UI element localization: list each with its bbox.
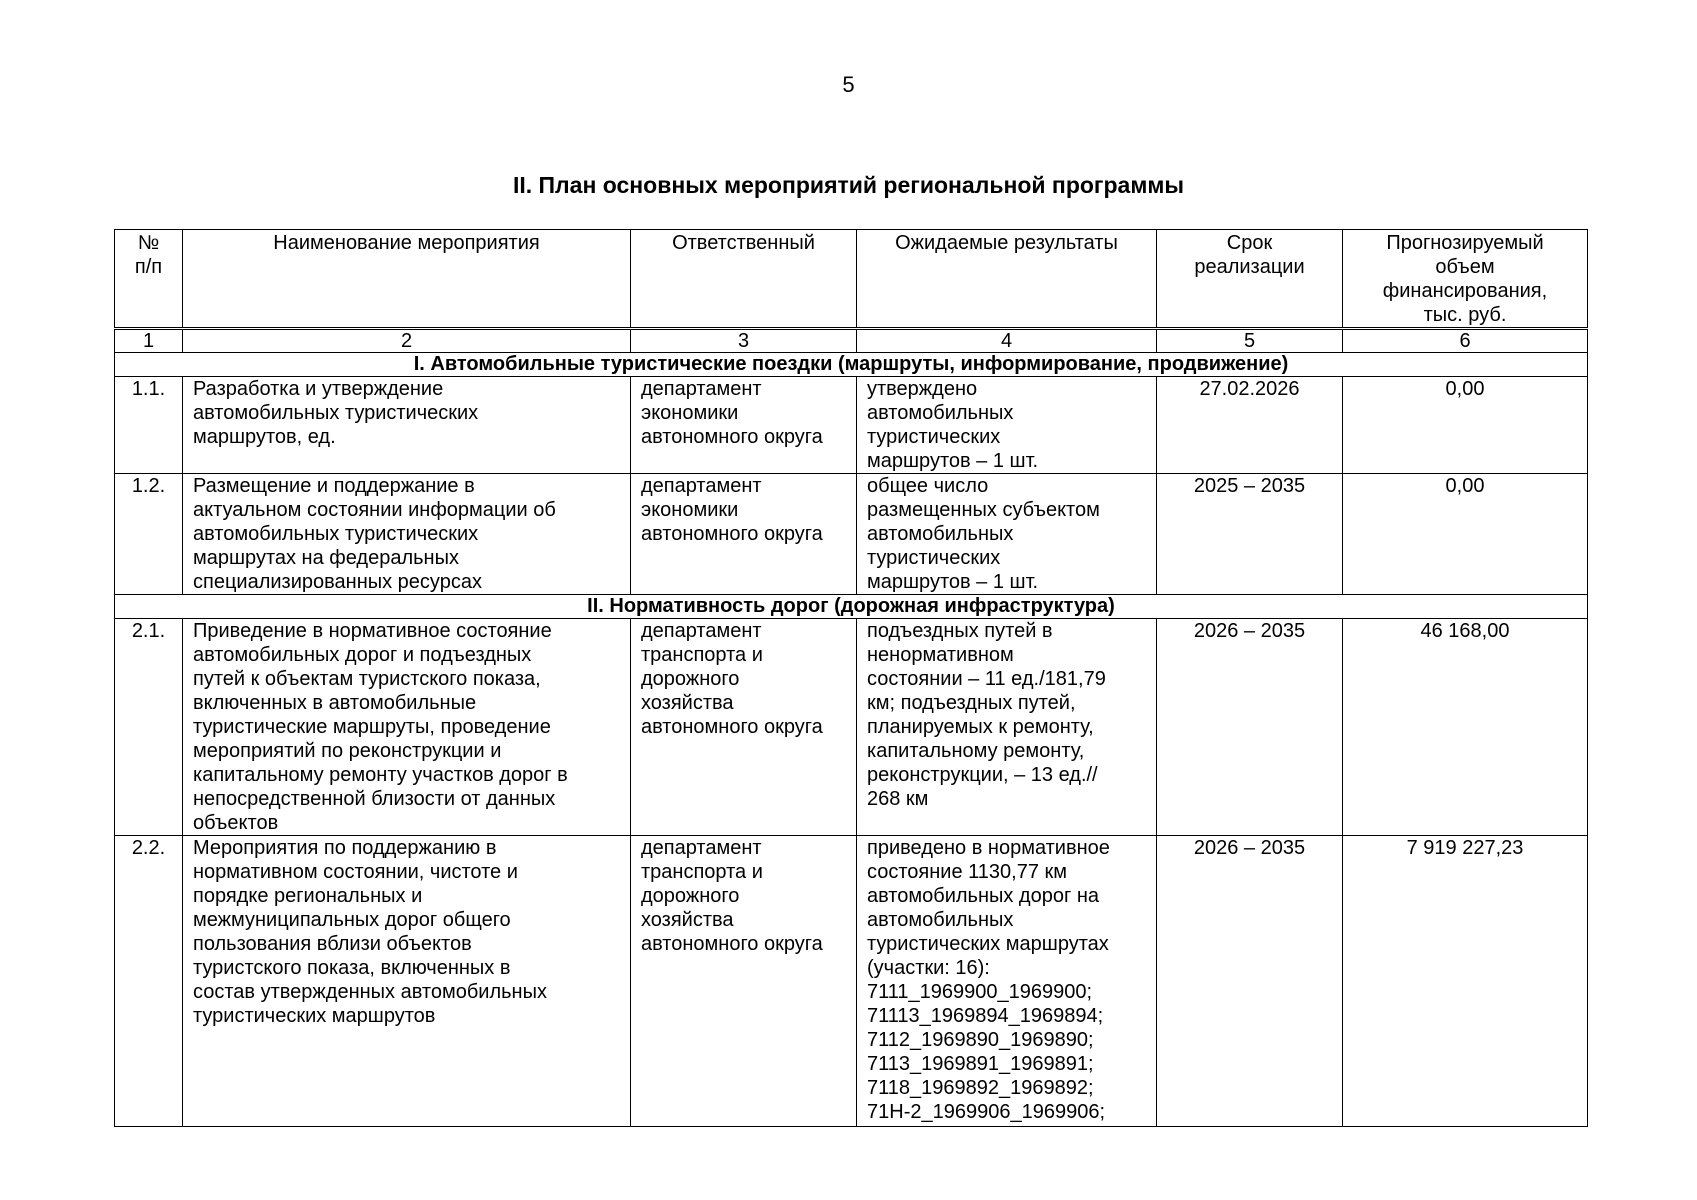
- column-number: 5: [1157, 329, 1343, 353]
- implementation-term: 2026 – 2035: [1157, 836, 1343, 1127]
- header-cell-name: Наименование мероприятия: [183, 230, 631, 329]
- responsible-body: департамент транспорта и дорожного хозяйства автономного округа: [631, 619, 857, 836]
- implementation-term: 2025 – 2035: [1157, 474, 1343, 595]
- expected-results: приведено в нормативное состояние 1130,77 км автомобильных дорог на автомобильных туристических маршрутах (участки: 16): 7111_1969900_1969900; 71113_1969894_1969894; 7112_1969890_1969890; 7113_1969891_1969891; 7118_1969892_1969892; 71Н-2_1969906_1969906;: [857, 836, 1157, 1127]
- financing-amount: 0,00: [1343, 377, 1588, 474]
- document-title: II. План основных мероприятий региональной программы: [512, 172, 1185, 198]
- column-number: 1: [115, 329, 183, 353]
- financing-amount: 46 168,00: [1343, 619, 1588, 836]
- section-heading-row: [115, 595, 1588, 619]
- responsible-body: департамент экономики автономного округа: [631, 377, 857, 474]
- financing-amount: 0,00: [1343, 474, 1588, 595]
- expected-results: общее число размещенных субъектом автомобильных туристических маршрутов – 1 шт.: [857, 474, 1157, 595]
- header-cell-results: Ожидаемые результаты: [857, 230, 1157, 329]
- implementation-term: 2026 – 2035: [1157, 619, 1343, 836]
- row-number: 2.2.: [115, 836, 183, 1127]
- implementation-term: 27.02.2026: [1157, 377, 1343, 474]
- table-row: [115, 377, 1588, 474]
- activity-name: Размещение и поддержание в актуальном состоянии информации об автомобильных туристических маршрутах на федеральных специализированных ресурсах: [183, 474, 631, 595]
- table-row: [115, 474, 1588, 595]
- table-header-row: [115, 230, 1588, 329]
- section-title: I. Автомобильные туристические поездки (маршруты, информирование, продвижение): [115, 353, 1588, 377]
- column-number: 2: [183, 329, 631, 353]
- expected-results: подъездных путей в ненормативном состоянии – 11 ед./181,79 км; подъездных путей, планируемых к ремонту, капитальному ремонту, реконструкции, – 13 ед.// 268 км: [857, 619, 1157, 836]
- activity-name: Разработка и утверждение автомобильных туристических маршрутов, ед.: [183, 377, 631, 474]
- activities-plan-table: [114, 229, 1588, 1127]
- section-heading-row: [115, 353, 1588, 377]
- column-number: 4: [857, 329, 1157, 353]
- column-number: 3: [631, 329, 857, 353]
- responsible-body: департамент транспорта и дорожного хозяйства автономного округа: [631, 836, 857, 1127]
- header-cell-responsible: Ответственный: [631, 230, 857, 329]
- column-number: 6: [1343, 329, 1588, 353]
- table-row: [115, 836, 1588, 1127]
- financing-amount: 7 919 227,23: [1343, 836, 1588, 1127]
- activity-name: Приведение в нормативное состояние автомобильных дорог и подъездных путей к объектам туристского показа, включенных в автомобильные туристические маршруты, проведение мероприятий по реконструкции и капитальному ремонту участков дорог в непосредственной близости от данных объектов: [183, 619, 631, 836]
- page-number: 5: [842, 72, 855, 97]
- row-number: 2.1.: [115, 619, 183, 836]
- column-numbers-row: [115, 329, 1588, 353]
- activity-name: Мероприятия по поддержанию в нормативном состоянии, чистоте и порядке региональных и межмуниципальных дорог общего пользования вблизи объектов туристского показа, включенных в состав утвержденных автомобильных туристических маршрутов: [183, 836, 631, 1127]
- table-row: [115, 619, 1588, 836]
- expected-results: утверждено автомобильных туристических маршрутов – 1 шт.: [857, 377, 1157, 474]
- row-number: 1.2.: [115, 474, 183, 595]
- section-title: II. Нормативность дорог (дорожная инфраструктура): [115, 595, 1588, 619]
- header-cell-number: № п/п: [115, 230, 183, 329]
- row-number: 1.1.: [115, 377, 183, 474]
- header-cell-financing: Прогнозируемый объем финансирования, тыс. руб.: [1343, 230, 1588, 329]
- header-cell-term: Срок реализации: [1157, 230, 1343, 329]
- responsible-body: департамент экономики автономного округа: [631, 474, 857, 595]
